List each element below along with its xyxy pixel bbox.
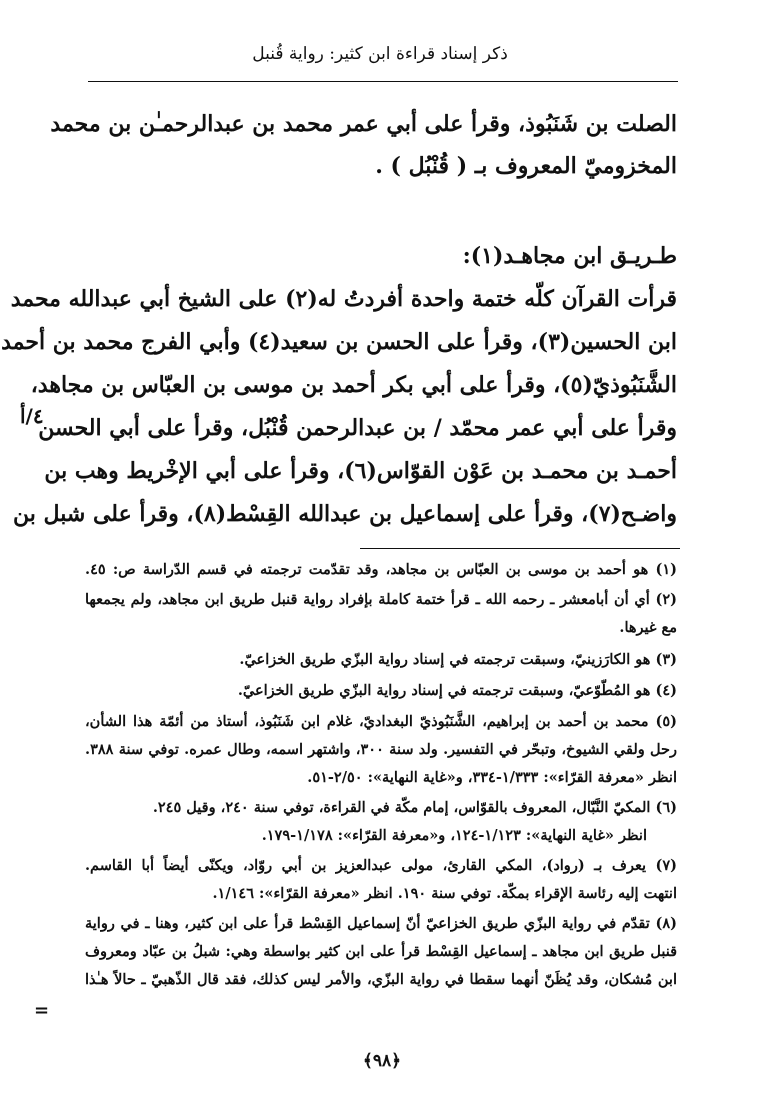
body-line: المخزوميّ المعروف بـ ( قُنْبُل ) . (375, 153, 677, 179)
footnote-line: مع غيرها. (619, 619, 677, 636)
footnote-line: (٣) هو الكارَزينيّ، وسبقت ترجمته في إسناد رواية البزّي طريق الخزاعيّ. (239, 651, 677, 668)
footnote-line: انتهت إليه رئاسة الإقراء بمكّة. توفي سنة ١٩٠. انظر «معرفة القرّاء»: ١/١٤٦. (212, 885, 677, 902)
footnote-line: ابن مُشكان، وقد يُظَنّ أنهما سقطا في رواية البزّي، والأمر ليس كذلك، فقد قال الذّهبيّ ـ حالاً هـٰذا (85, 971, 677, 988)
footnote-line: انظر «غاية النهاية»: ١/١٢٣-١٢٤، و«معرفة القرّاء»: ١/١٧٨-١٧٩. (261, 827, 647, 844)
footnote-line: (٢) أي أن أبامعشر ـ رحمه الله ـ قرأ ختمة كاملة بإفراد رواية قنبل طريق ابن مجاهد، ولم يجمعها (85, 591, 677, 608)
footnote-line: رحل ولقي الشيوخ، وتبحّر في التفسير. ولد سنة ٣٠٠، واشتهر اسمه، وطال عمره. توفي سنة ٣٨٨. (85, 741, 677, 758)
body-line: الصلت بن شَنَبُوذ، وقرأ على أبي عمر محمد بن عبدالرحمـٰن بن محمد (50, 111, 677, 137)
footnote-line: قنبل طريق ابن مجاهد ـ إسماعيل القِسْط قرأ على ابن كثير بواسطة وهي: شبلُ بن عبّاد ومعروف (85, 943, 677, 960)
body-line: أحمـد بن محمـد بن عَوْن القوّاس(٦)، وقرأ على أبي الإخْريط وهب بن (44, 458, 677, 484)
footnote-line: (٤) هو المُطّوّعيّ، وسبقت ترجمته في إسناد رواية البزّي طريق الخزاعيّ. (237, 682, 677, 699)
header-rule (88, 81, 678, 82)
body-line: وقرأ على أبي عمر محمّد / بن عبدالرحمن قُنْبُل، وقرأ على أبي الحسن (38, 415, 677, 441)
page-number: ﴿٩٨﴾ (362, 1051, 402, 1071)
footnote-line: (٦) المكيّ النَّبّال، المعروف بالقوّاس، إمام مكّة في القراءة، توفي سنة ٢٤٠، وقيل ٢٤٥. (152, 799, 677, 816)
footnote-line: انظر «معرفة القرّاء»: ١/٣٣٣-٣٣٤، و«غاية النهاية»: ٢/٥٠-٥١. (307, 769, 677, 786)
footnote-separator (360, 548, 680, 549)
footnote-line: (١) هو أحمد بن موسى بن العبّاس بن مجاهد، وقد تقدّمت ترجمته في قسم الدّراسة ص: ٤٥. (85, 561, 677, 578)
body-line: واضـح(٧)، وقرأ على إسماعيل بن عبدالله القِسْط(٨)، وقرأ على شبل بن (13, 501, 677, 527)
footnote-line: (٨) تقدّم في رواية البزّي طريق الخزاعيّ أنّ إسماعيل القِسْط قرأ على ابن كثير، وهنا ـ في رواية (85, 915, 677, 932)
running-header: ذكر إسناد قراءة ابن كثير: رواية قُنبل (252, 44, 508, 64)
footnote-line: (٧) يعرف بـ (رواد)، المكي القارئ، مولى عبدالعزيز بن أبي روّاد، ويكنّى أيضاً أبا القاسم. (85, 857, 677, 874)
footnote-line: (٥) محمد بن أحمد بن إبراهيم، الشَّنَبُوذيّ البغداديّ، غلام ابن شَنَبُوذ، أستاذ من أئمّة هذا الشأن، (85, 713, 677, 730)
body-line: ابن الحسين(٣)، وقرأ على الحسن بن سعيد(٤) وأبي الفرج محمد بن أحمد (1, 329, 677, 355)
manuscript-folio-marker: ٤/أ (20, 404, 44, 428)
body-line: الشَّنَبُوذيّ(٥)، وقرأ على أبي بكر أحمد بن موسى بن العبّاس بن مجاهد، (30, 372, 677, 398)
footnote-continuation-marker: = (34, 1000, 50, 1021)
section-heading: طـريـق ابن مجاهـد(١): (462, 243, 677, 269)
body-line: قرأت القرآن كلّه ختمة واحدة أفردتُ له(٢) على الشيخ أبي عبدالله محمد (10, 286, 677, 312)
